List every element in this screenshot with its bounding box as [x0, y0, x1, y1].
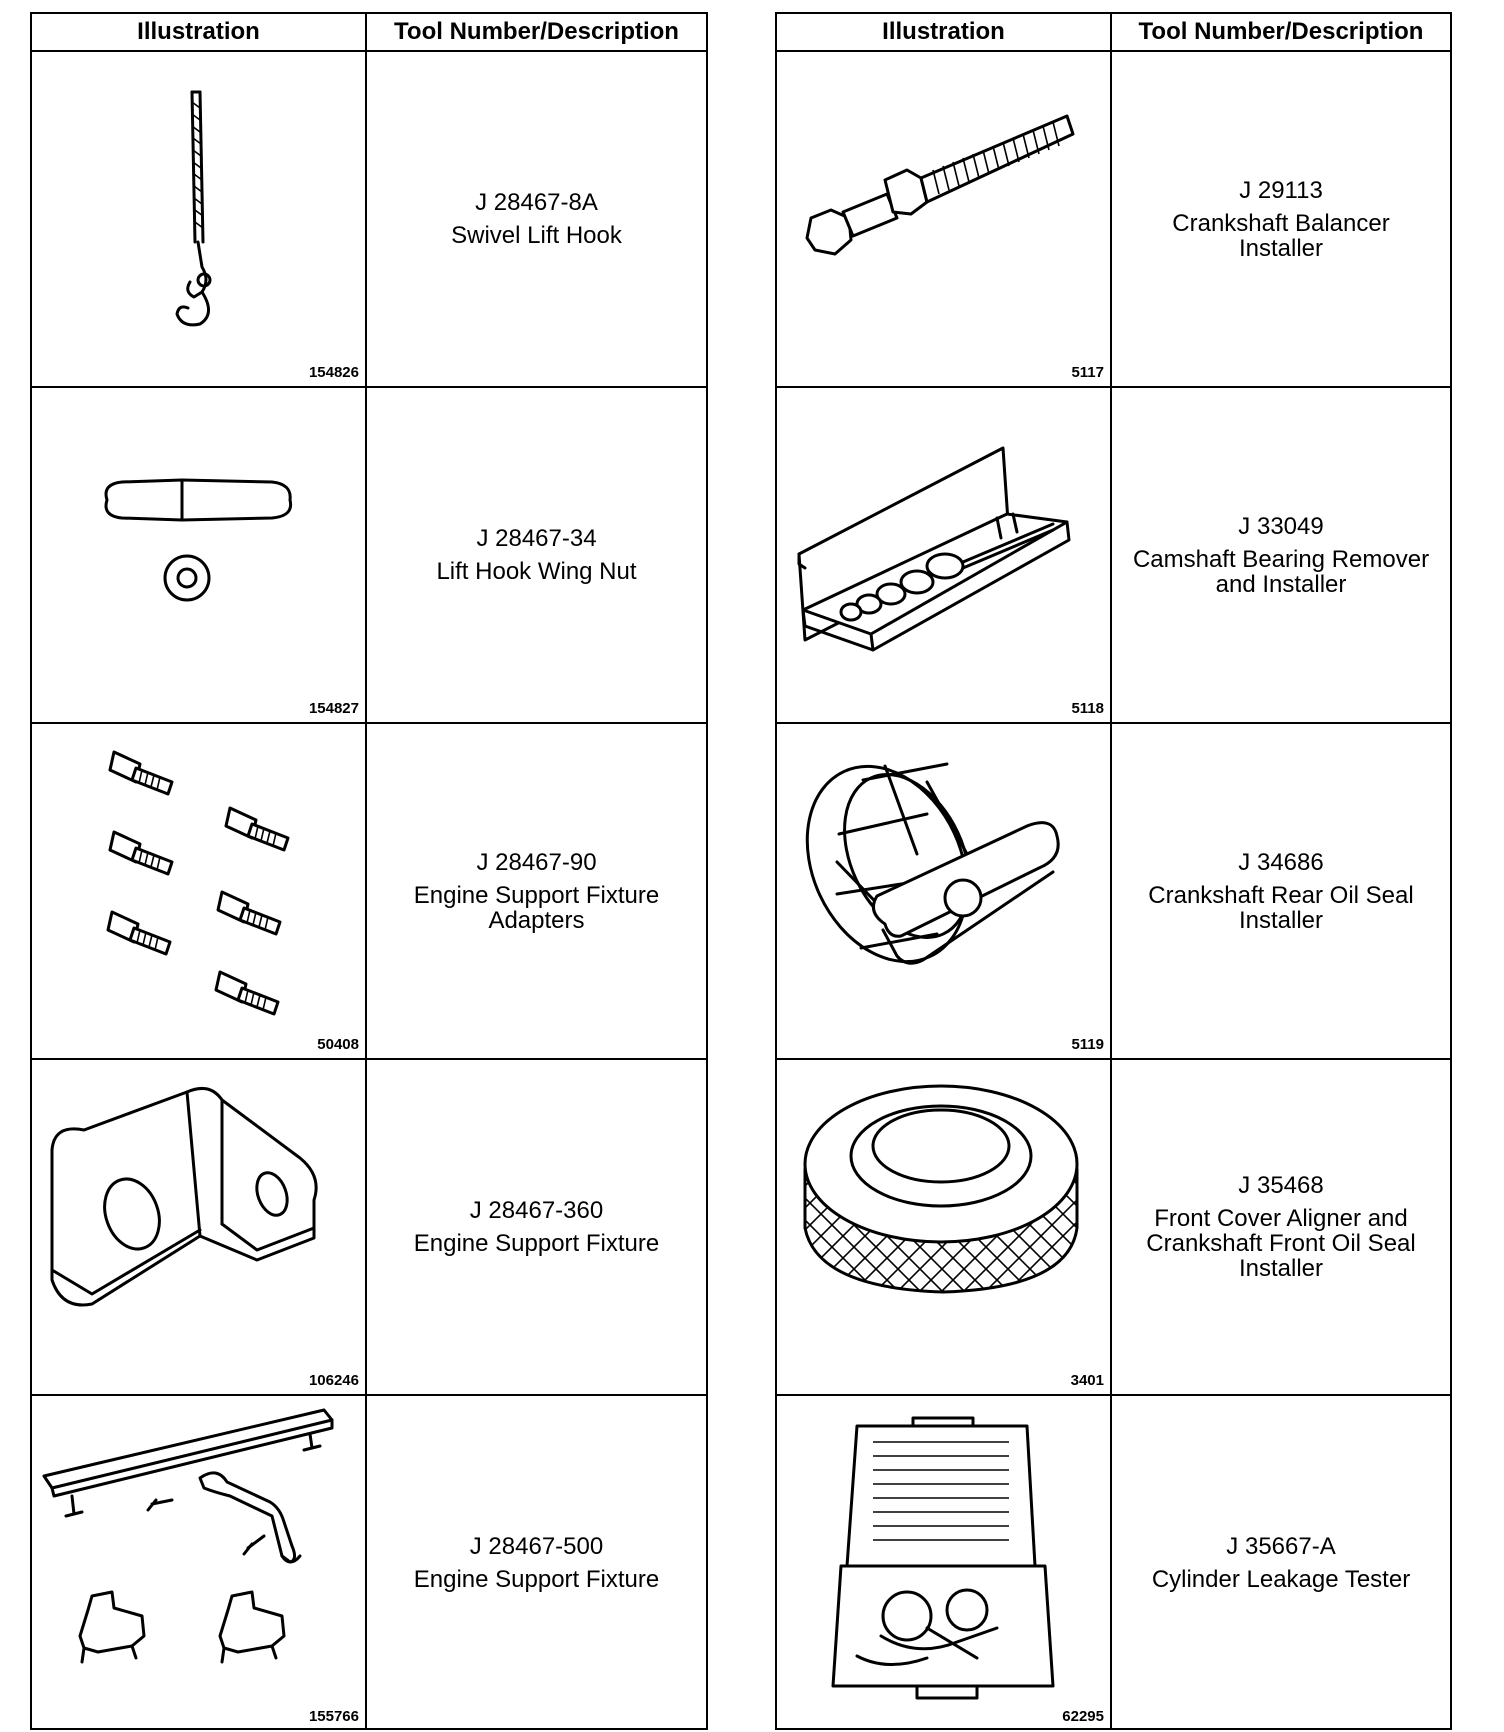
wing-nut-icon [32, 388, 364, 708]
illustration-cell [32, 724, 367, 1058]
table-header [32, 14, 706, 52]
illustration-cell [32, 1060, 367, 1394]
tool-table-right [775, 12, 1452, 1730]
tool-info-cell [1112, 1060, 1450, 1394]
table-row [32, 1060, 706, 1396]
illustration-cell [777, 1396, 1112, 1730]
tool-number: J 28467-500 [469, 1533, 604, 1560]
table-row [777, 1396, 1450, 1730]
tool-description: Crankshaft Rear Oil Seal Installer [1148, 881, 1414, 934]
bearing-kit-case-icon [777, 388, 1109, 708]
tool-info-cell [367, 1060, 706, 1394]
tool-description: Engine Support Fixture [413, 1230, 660, 1257]
table-row [32, 1396, 706, 1730]
tool-number: J 33049 [1238, 512, 1324, 540]
tool-description: Crankshaft Balancer Installer [1172, 209, 1390, 262]
table-row [32, 388, 706, 724]
swivel-lift-hook-icon [32, 52, 364, 372]
tool-number: J 35468 [1238, 1172, 1324, 1199]
illustration-cell [32, 388, 367, 722]
tool-description: Lift Hook Wing Nut [436, 558, 637, 585]
table-header [777, 14, 1450, 52]
tool-number: J 28467-8A [475, 189, 598, 216]
figure-number: 5119 [1071, 1036, 1104, 1053]
tool-description: Swivel Lift Hook [451, 222, 622, 249]
threaded-bolt-icon [777, 52, 1109, 372]
leakage-tester-case-icon [777, 1396, 1109, 1716]
table-row [777, 52, 1450, 388]
tool-info-cell [1112, 1396, 1450, 1730]
figure-number: 62295 [1062, 1708, 1104, 1725]
illustration-cell [777, 52, 1112, 386]
tool-info-cell [1112, 724, 1450, 1058]
illustration-cell [32, 1396, 367, 1730]
tool-info-cell [367, 52, 706, 386]
illustration-cell [777, 388, 1112, 722]
knurled-aligner-icon [777, 1060, 1109, 1380]
tool-description: Engine Support Fixture Adapters [413, 881, 660, 934]
figure-number: 50408 [317, 1036, 359, 1053]
illustration-cell [32, 52, 367, 386]
figure-number: 154827 [308, 700, 359, 717]
tool-description: Front Cover Aligner and Crankshaft Front Oil Seal Installer [1146, 1205, 1416, 1282]
tool-description: Engine Support Fixture [413, 1566, 660, 1593]
tool-info-cell [367, 724, 706, 1058]
illustration-header: Illustration [32, 14, 367, 50]
tool-number: J 35667-A [1226, 1533, 1336, 1560]
tool-number: J 28467-90 [476, 848, 597, 876]
table-row [777, 1060, 1450, 1396]
fixture-adapters-icon [32, 724, 364, 1044]
tool-info-cell [1112, 388, 1450, 722]
illustration-cell [777, 1060, 1112, 1394]
figure-number: 154826 [308, 364, 359, 381]
illustration-cell [777, 724, 1112, 1058]
table-row [32, 52, 706, 388]
figure-number: 3401 [1070, 1372, 1104, 1389]
illustration-header: Illustration [777, 14, 1112, 50]
figure-number: 5118 [1071, 700, 1104, 717]
figure-number: 5117 [1071, 364, 1104, 381]
tool-info-cell [367, 388, 706, 722]
support-fixture-kit-icon [32, 1396, 364, 1716]
figure-number: 106246 [308, 1372, 359, 1389]
tool-description: Cylinder Leakage Tester [1151, 1566, 1411, 1593]
tool-number: J 34686 [1238, 848, 1324, 876]
table-row [777, 388, 1450, 724]
tool-number: J 28467-360 [469, 1197, 604, 1224]
tool-description: Camshaft Bearing Remover and Installer [1132, 545, 1430, 598]
tool-header: Tool Number/Description [1138, 18, 1424, 45]
table-row [777, 724, 1450, 1060]
tool-info-cell [367, 1396, 706, 1730]
rear-seal-installer-icon [777, 724, 1109, 1044]
tool-header: Tool Number/Description [394, 18, 679, 45]
support-bracket-icon [32, 1060, 364, 1380]
table-row [32, 724, 706, 1060]
figure-number: 155766 [308, 1708, 359, 1725]
tool-number: J 28467-34 [476, 525, 597, 552]
tool-number: J 29113 [1239, 176, 1323, 204]
tool-info-cell [1112, 52, 1450, 386]
tool-table-left [30, 12, 708, 1730]
